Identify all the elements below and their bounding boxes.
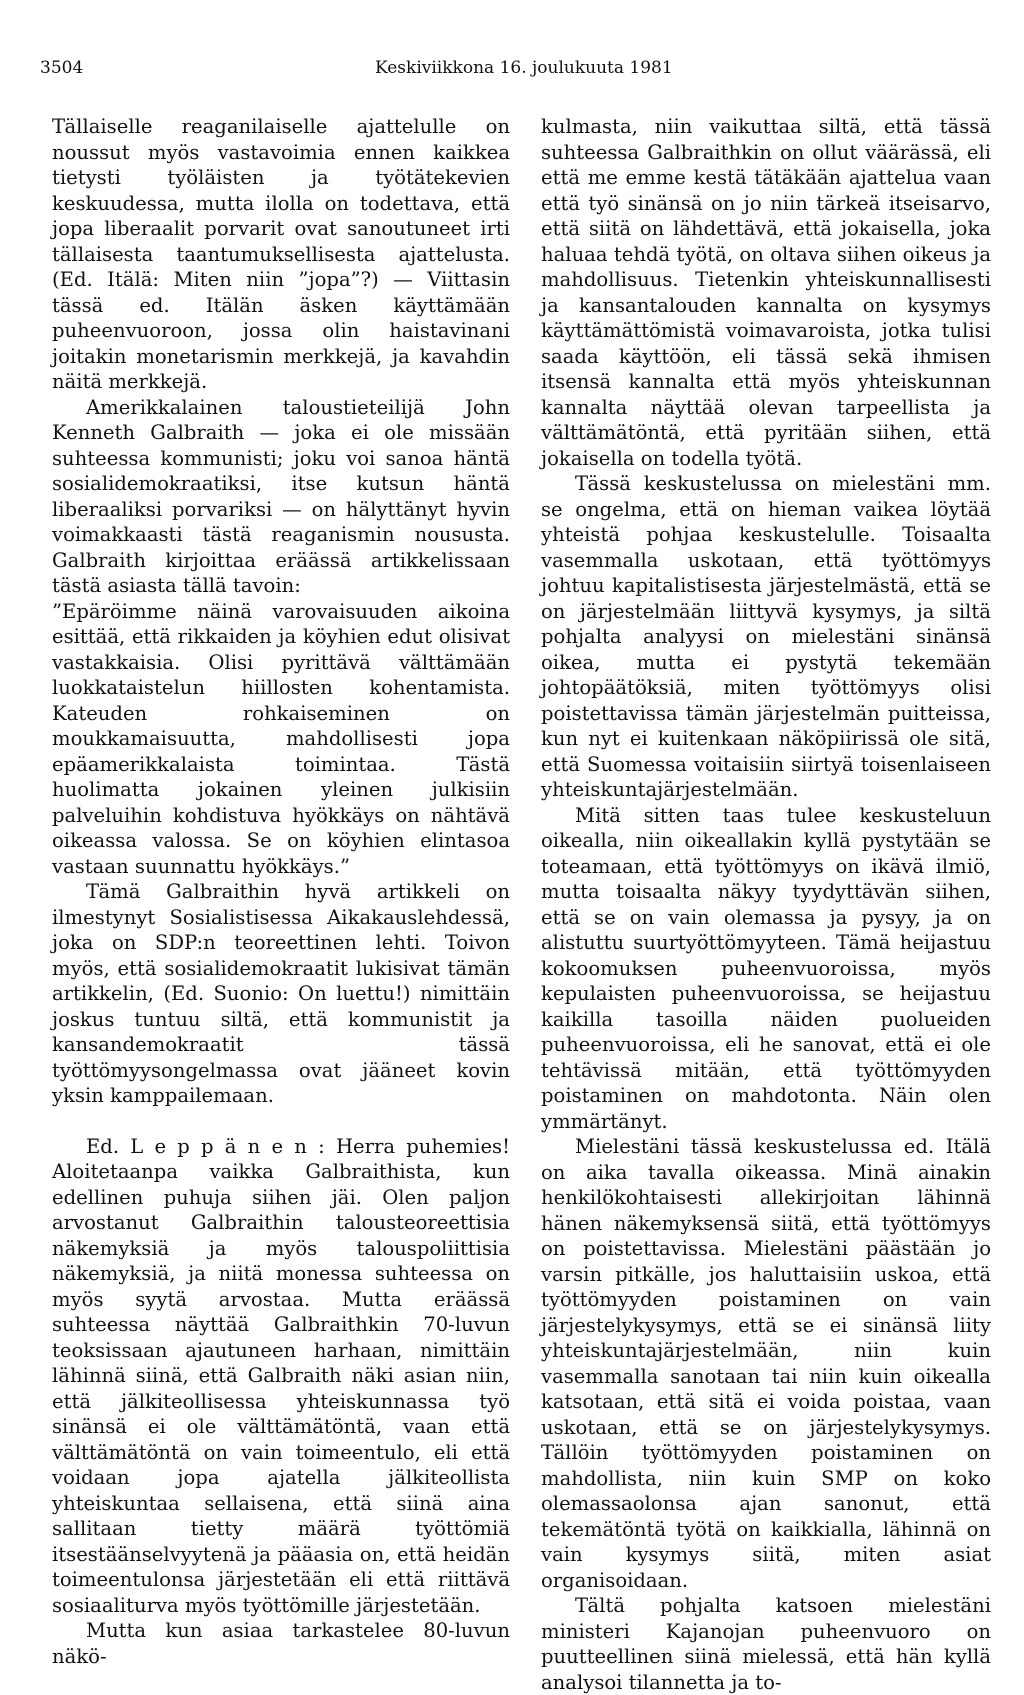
paragraph: Tämä Galbraithin hyvä artikkeli on ilmestynyt Sosialistisessa Aikakauslehdessä, joka on SDP:n teoreettinen lehti. Toivon myös, että sosialidemokraatit lukisivat tämän artikkelin, (Ed. Suonio: On luettu!) nimittäin joskus tuntuu siltä, että kommunistit ja kansandemokraatit tässä työttömyysongelmassa ovat jääneet kovin yksin kamppailemaan. (52, 880, 510, 1107)
paragraph: Tältä pohjalta katsoen mielestäni ministeri Kajanojan puheenvuoro on puutteellinen siinä mielessä, että hän kyllä analysoi tilannetta ja to- (541, 1594, 991, 1694)
left-column (52, 114, 510, 1668)
paragraph: Mielestäni tässä keskustelussa ed. Itälä on aika tavalla oikeassa. Minä ainakin henkilökohtaisesti allekirjoitan lähinnä hänen näkemyksensä siitä, että työttömyys on poistettavissa. Mielestäni päästään jo varsin pitkälle, jos haluttaisiin uskoa, että työttömyyden poistaminen on vain järjestelykysymys, että se ei sinänsä liity yhteiskuntajärjestelmään, niin kuin vasemmalla sanotaan tai niin kuin oikealla katsotaan, että sitä ei voida poistaa, vaan uskotaan, että se on järjestelykysymys. Tällöin työttömyyden poistaminen on mahdollista, niin kuin SMP on koko olemassaolonsa ajan sanonut, että tekemätöntä työtä on kaikkialla, lähinnä on vain kysymys siitä, miten asiat organisoidaan. (541, 1135, 991, 1592)
page-number: 3504 (40, 58, 84, 78)
paragraph: Mutta kun asiaa tarkastelee 80-luvun näkö- (52, 1619, 510, 1668)
page-header (40, 58, 984, 88)
paragraph: kulmasta, niin vaikuttaa siltä, että tässä suhteessa Galbraithkin on ollut väärässä, eli että me emme kestä tätäkään ajattelua vaan että työ sinänsä on jo niin tärkeä itseisarvo, että siitä on lähdettävä, että jokaisella, joka haluaa tehdä työtä, on oltava siihen oikeus ja mahdollisuus. Tietenkin yhteiskunnallisesti ja kansantalouden kannalta on kysymys käyttämättömistä voimavaroista, jotka tulisi saada käyttöön, eli tässä sekä ihmisen itsensä kannalta että myös yhteiskunnan kannalta näyttää olevan tarpeellista ja välttämätöntä, että pyritään siihen, että jokaisella on todella työtä. (541, 115, 991, 470)
paragraph: Mitä sitten taas tulee keskusteluun oikealla, niin oikeallakin kyllä pystytään se toteamaan, että työttömyys on ikävä ilmiö, mutta toisaalta näkyy tyydyttävän siihen, että se on vain olemassa ja pysyy, ja on alistuttu suurtyöttömyyteen. Tämä heijastuu kokoomuksen puheenvuoroissa, myös kepulaisten puheenvuoroissa, se heijastuu kaikilla tasoilla näiden puolueiden puheenvuoroissa, eli he sanovat, että ei ole tehtävissä mitään, että työttömyyden poistaminen on mahdotonta. Näin olen ymmärtänyt. (541, 803, 991, 1133)
paragraph: Amerikkalainen taloustieteilijä John Kenneth Galbraith — joka ei ole missään suhteessa kommunisti; joku voi sanoa häntä sosialidemokraatiksi, itse kutsun häntä liberaaliksi porvariksi — on hälyttänyt hyvin voimakkaasti tästä reaganismin noususta. Galbraith kirjoittaa eräässä artikkelissaan tästä asiasta tällä tavoin: (52, 395, 510, 597)
right-column (541, 114, 991, 1694)
speech-paragraph: Ed. L e p p ä n e n : Herra puhemies! Aloitetaanpa vaikka Galbraithista, kun edellinen puhuja siihen jäi. Olen paljon arvostanut Galbraithin talousteoreettisia näkemyksiä ja myös talouspoliittisia näkemyksiä, ja niitä monessa suhteessa on myös syytä arvostaa. Mutta eräässä suhteessa näyttää Galbraithkin 70-luvun teoksissaan ajautuneen harhaan, nimittäin lähinnä siinä, että Galbraith näki asian niin, että jälkiteollisessa yhteiskunnassa työ sinänsä ei ole välttämätöntä, vaan että välttämätöntä on vain toimeentulo, eli että voidaan jopa ajatella jälkiteollista yhteiskuntaa sellaisena, että siinä aina sallitaan tietty määrä työttömiä itsestäänselvyytenä ja pääasia on, että heidän toimeentulonsa järjestetään eli että riittävä sosiaaliturva myös työttömille järjestetään. (52, 1134, 510, 1617)
running-title: Keskiviikkona 16. joulukuuta 1981 (375, 58, 673, 78)
quotation: ”Epäröimme näinä varovaisuuden aikoina esittää, että rikkaiden ja köyhien edut olisivat vastakkaisia. Olisi pyrittävä välttämään luokkataistelun hiillosten kohentamista. Kateuden rohkaiseminen on moukkamaisuutta, mahdollisesti jopa epäamerikkalaista toimintaa. Tästä huolimatta jokainen yleinen julkisiin palveluihin kohdistuva hyökkäys on nähtävä oikeassa valossa. Se on köyhien elintasoa vastaan suunnattu hyökkäys.” (52, 599, 510, 878)
paragraph: Tällaiselle reaganilaiselle ajattelulle on noussut myös vastavoimia ennen kaikkea tietysti työläisten ja työtätekevien keskuudessa, mutta ilolla on todettava, että jopa liberaalit porvarit ovat sanoutuneet irti tällaisesta taantumuksellisesta ajattelusta. (Ed. Itälä: Miten niin ”jopa”?) — Viittasin tässä ed. Itälän äsken käyttämään puheenvuoroon, jossa olin haistavinani joitakin monetarismin merkkejä, ja kavahdin näitä merkkejä. (52, 115, 510, 393)
paragraph: Tässä keskustelussa on mielestäni mm. se ongelma, että on hieman vaikea löytää yhteistä pohjaa keskustelulle. Toisaalta vasemmalla uskotaan, että työttömyys johtuu kapitalistisesta järjestelmästä, että se on järjestelmään liittyvä kysymys, ja siltä pohjalta analyysi on mielestäni sinänsä oikea, mutta ei pystytä tekemään johtopäätöksiä, miten työttömyys olisi poistettavissa tämän järjestelmän puitteissa, kun nyt ei kuitenkaan näköpiirissä ole sitä, että Suomessa voitaisiin siirtyä toisenlaiseen yhteiskuntajärjestelmään. (541, 472, 991, 801)
